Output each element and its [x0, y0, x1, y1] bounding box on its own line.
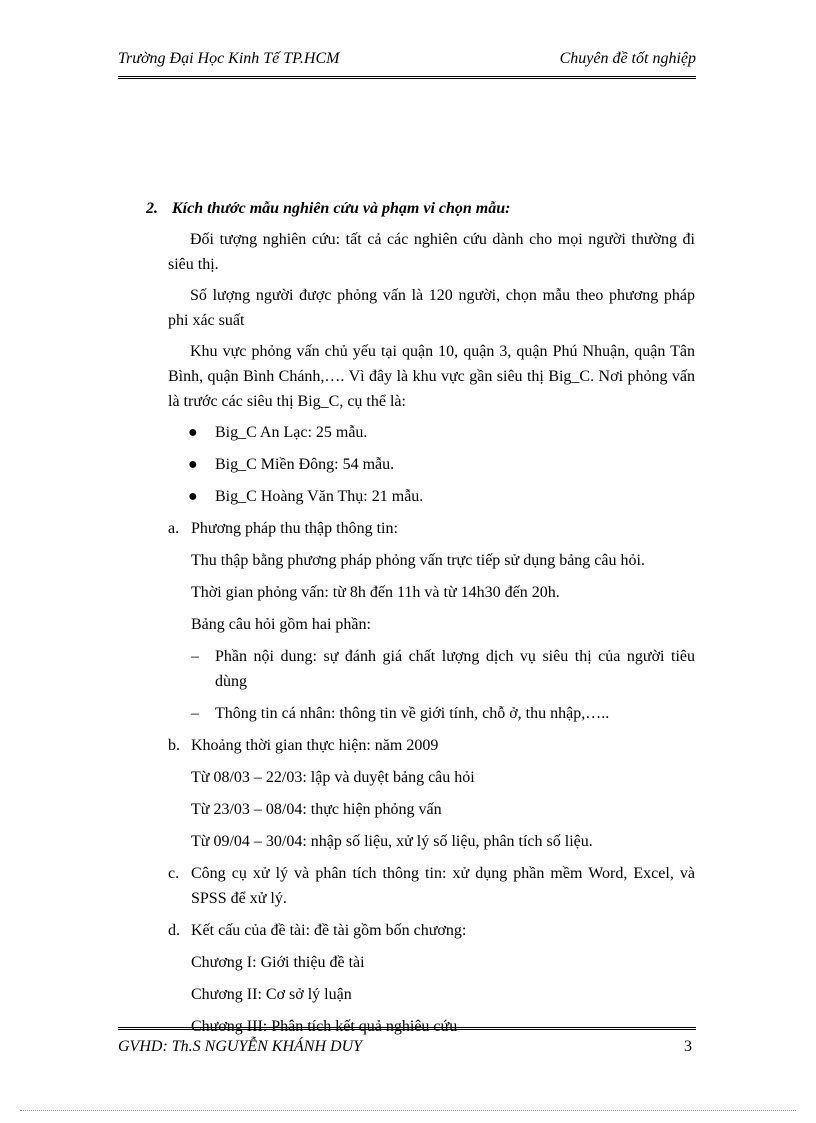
section-a-title: Phương pháp thu thập thông tin:	[191, 520, 398, 537]
bullet-icon: ●	[188, 488, 198, 505]
section-a	[146, 516, 695, 726]
paragraph-survey-area: Khu vực phỏng vấn chủ yếu tại quận 10, quận 3, quận Phú Nhuận, quận Tân Bình, quận Bình Chánh,…. Vì đây là khu vực gần siêu thị Big_C. Nơi phỏng vấn là trước các siêu thị Big_C, cụ thể là:	[168, 343, 695, 410]
section-c-marker: c.	[168, 865, 180, 882]
section-b	[146, 733, 695, 854]
list-item: ● Big_C An Lạc: 25 mẫu.	[168, 420, 695, 445]
timeline-line: Từ 08/03 – 22/03: lập và duyệt bảng câu hỏi	[191, 769, 475, 786]
section-d	[146, 918, 695, 1039]
list-item: ● Big_C Hoàng Văn Thụ: 21 mẫu.	[168, 484, 695, 509]
section-a-line: Thu thập bằng phương pháp phỏng vấn trực tiếp sử dụng bảng câu hỏi.	[191, 552, 645, 569]
list-item: ● Big_C Miền Đông: 54 mẫu.	[168, 452, 695, 477]
chapter-line: Chương I: Giới thiệu đề tài	[191, 954, 365, 971]
section-c-title: Công cụ xử lý và phân tích thông tin: xử dụng phần mềm Word, Excel, và SPSS để xử lý.	[191, 865, 695, 907]
bullet-icon: ●	[188, 424, 198, 441]
paragraph-research-subject: Đối tượng nghiên cứu: tất cả các nghiên cứu dành cho mọi người thường đi siêu thị.	[168, 231, 695, 273]
questionnaire-part-item: – Thông tin cá nhân: thông tin về giới tính, chỗ ở, thu nhập,…..	[191, 701, 695, 726]
chapter-line: Chương II: Cơ sở lý luận	[191, 986, 352, 1003]
questionnaire-part-item: – Phần nội dung: sự đánh giá chất lượng dịch vụ siêu thị của người tiêu dùng	[191, 644, 695, 694]
section-title: Kích thước mẫu nghiên cứu và phạm vi chọn mẫu:	[172, 200, 511, 217]
section-heading	[146, 199, 695, 219]
timeline-line: Từ 09/04 – 30/04: nhập số liệu, xử lý số liệu, phân tích số liệu.	[191, 833, 593, 850]
section-d-title: Kết cấu của đề tài: đề tài gồm bốn chương:	[191, 922, 467, 939]
section-b-title: Khoảng thời gian thực hiện: năm 2009	[191, 737, 439, 754]
paragraph-sample-size: Số lượng người được phỏng vấn là 120 người, chọn mẫu theo phương pháp phi xác suất	[168, 287, 695, 329]
section-a-marker: a.	[168, 520, 180, 537]
page-bottom-edge	[20, 1110, 796, 1111]
supermarket-sample-list	[168, 420, 695, 509]
section-a-line: Thời gian phỏng vấn: từ 8h đến 11h và từ 14h30 đến 20h.	[191, 584, 560, 601]
page-content	[146, 199, 695, 1046]
page-number: 3	[684, 1038, 692, 1055]
page-footer	[118, 1027, 696, 1056]
dash-icon: –	[191, 648, 199, 665]
footer-supervisor: GVHD: Th.S NGUYỄN KHÁNH DUY	[118, 1038, 363, 1055]
section-b-marker: b.	[168, 737, 180, 754]
timeline-line: Từ 23/03 – 08/04: thực hiện phỏng vấn	[191, 801, 442, 818]
section-c	[146, 861, 695, 911]
header-document-type: Chuyên đề tốt nghiệp	[559, 50, 696, 67]
dash-icon: –	[191, 705, 199, 722]
section-a-line: Bảng câu hỏi gồm hai phần:	[191, 616, 371, 633]
section-d-marker: d.	[168, 922, 180, 939]
header-school-name: Trường Đại Học Kinh Tế TP.HCM	[118, 50, 340, 67]
chapter-line: Chương III: Phân tích kết quả nghiêu cứu	[191, 1018, 458, 1035]
section-number: 2.	[146, 200, 158, 217]
bullet-icon: ●	[188, 456, 198, 473]
page-header	[118, 50, 696, 79]
